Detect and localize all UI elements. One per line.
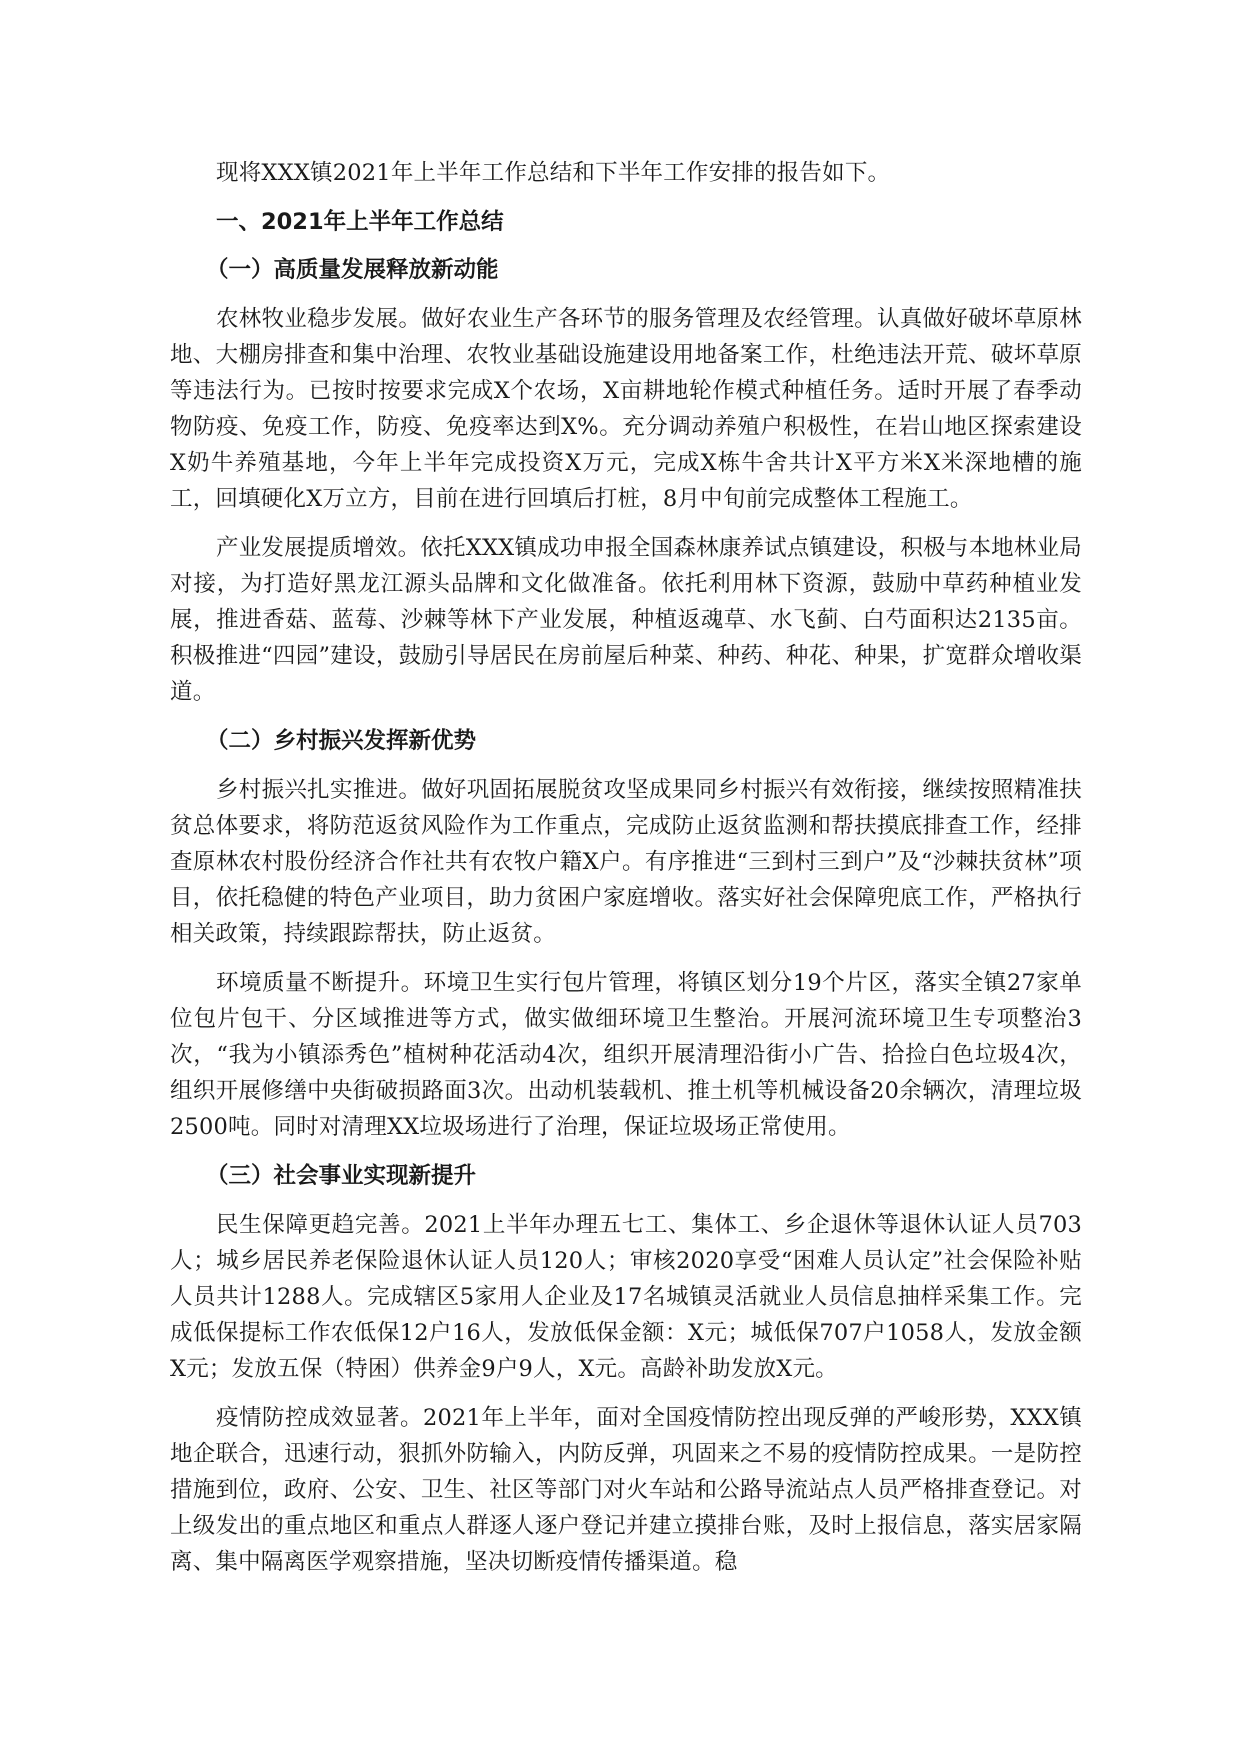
paragraph: 产业发展提质增效。依托XXX镇成功申报全国森林康养试点镇建设，积极与本地林业局对接，为打造好黑龙江源头品牌和文化做准备。依托利用林下资源，鼓励中草药种植业发展，推进香菇、蓝莓、沙棘等林下产业发展，种植返魂草、水飞蓟、白芍面积达2135亩。积极推进“四园”建设，鼓励引导居民在房前屋后种菜、种药、种花、种果，扩宽群众增收渠道。 — [170, 535, 1082, 705]
document-page — [170, 155, 1082, 1593]
paragraph: 民生保障更趋完善。2021上半年办理五七工、集体工、乡企退休等退休认证人员703人；城乡居民养老保险退休认证人员120人；审核2020享受“困难人员认定”社会保险补贴人员共计1288人。完成辖区5家用人企业及17名城镇灵活就业人员信息抽样采集工作。完成低保提标工作农低保12户16人，发放低保金额：X元；城低保707户1058人，发放金额X元；发放五保（特困）供养金9户9人，X元。高龄补助发放X元。 — [170, 1212, 1082, 1382]
section-2 — [170, 723, 1082, 1145]
paragraph: 疫情防控成效显著。2021年上半年，面对全国疫情防控出现反弹的严峻形势，XXX镇地企联合，迅速行动，狠抓外防输入，内防反弹，巩固来之不易的疫情防控成果。一是防控措施到位，政府、公安、卫生、社区等部门对火车站和公路导流站点人员严格排查登记。对上级发出的重点地区和重点人群逐人逐户登记并建立摸排台账，及时上报信息，落实居家隔离、集中隔离医学观察措施，坚决切断疫情传播渠道。稳 — [170, 1405, 1082, 1575]
section-3 — [170, 1158, 1082, 1580]
paragraph: 环境质量不断提升。环境卫生实行包片管理，将镇区划分19个片区，落实全镇27家单位包片包干、分区域推进等方式，做实做细环境卫生整治。开展河流环境卫生专项整治3次，“我为小镇添秀色”植树种花活动4次，组织开展清理沿街小广告、拾捡白色垃圾4次，组织开展修缮中央街破损路面3次。出动机装载机、推土机等机械设备20余辆次，清理垃圾2500吨。同时对清理XX垃圾场进行了治理，保证垃圾场正常使用。 — [170, 970, 1082, 1140]
section-title: （二）乡村振兴发挥新优势 — [206, 728, 477, 754]
section-title: （三）社会事业实现新提升 — [206, 1163, 477, 1189]
paragraph: 乡村振兴扎实推进。做好巩固拓展脱贫攻坚成果同乡村振兴有效衔接，继续按照精准扶贫总体要求，将防范返贫风险作为工作重点，完成防止返贫监测和帮扶摸底排查工作，经排查原林农村股份经济合作社共有农牧户籍X户。有序推进“三到村三到户”及“沙棘扶贫林”项目，依托稳健的特色产业项目，助力贫困户家庭增收。落实好社会保障兜底工作，严格执行相关政策，持续跟踪帮扶，防止返贫。 — [170, 777, 1082, 947]
heading-level-1: 一、2021年上半年工作总结 — [216, 209, 504, 235]
section-1 — [170, 252, 1082, 710]
paragraph: 农林牧业稳步发展。做好农业生产各环节的服务管理及农经管理。认真做好破坏草原林地、大棚房排查和集中治理、农牧业基础设施建设用地备案工作，杜绝违法开荒、破坏草原等违法行为。已按时按要求完成X个农场，X亩耕地轮作模式种植任务。适时开展了春季动物防疫、免疫工作，防疫、免疫率达到X%。充分调动养殖户积极性，在岩山地区探索建设X奶牛养殖基地，今年上半年完成投资X万元，完成X栋牛舍共计X平方米X米深地槽的施工，回填硬化X万立方，目前在进行回填后打桩，8月中旬前完成整体工程施工。 — [170, 306, 1082, 512]
intro-paragraph: 现将XXX镇2021年上半年工作总结和下半年工作安排的报告如下。 — [216, 160, 891, 186]
section-title: （一）高质量发展释放新动能 — [206, 257, 499, 283]
